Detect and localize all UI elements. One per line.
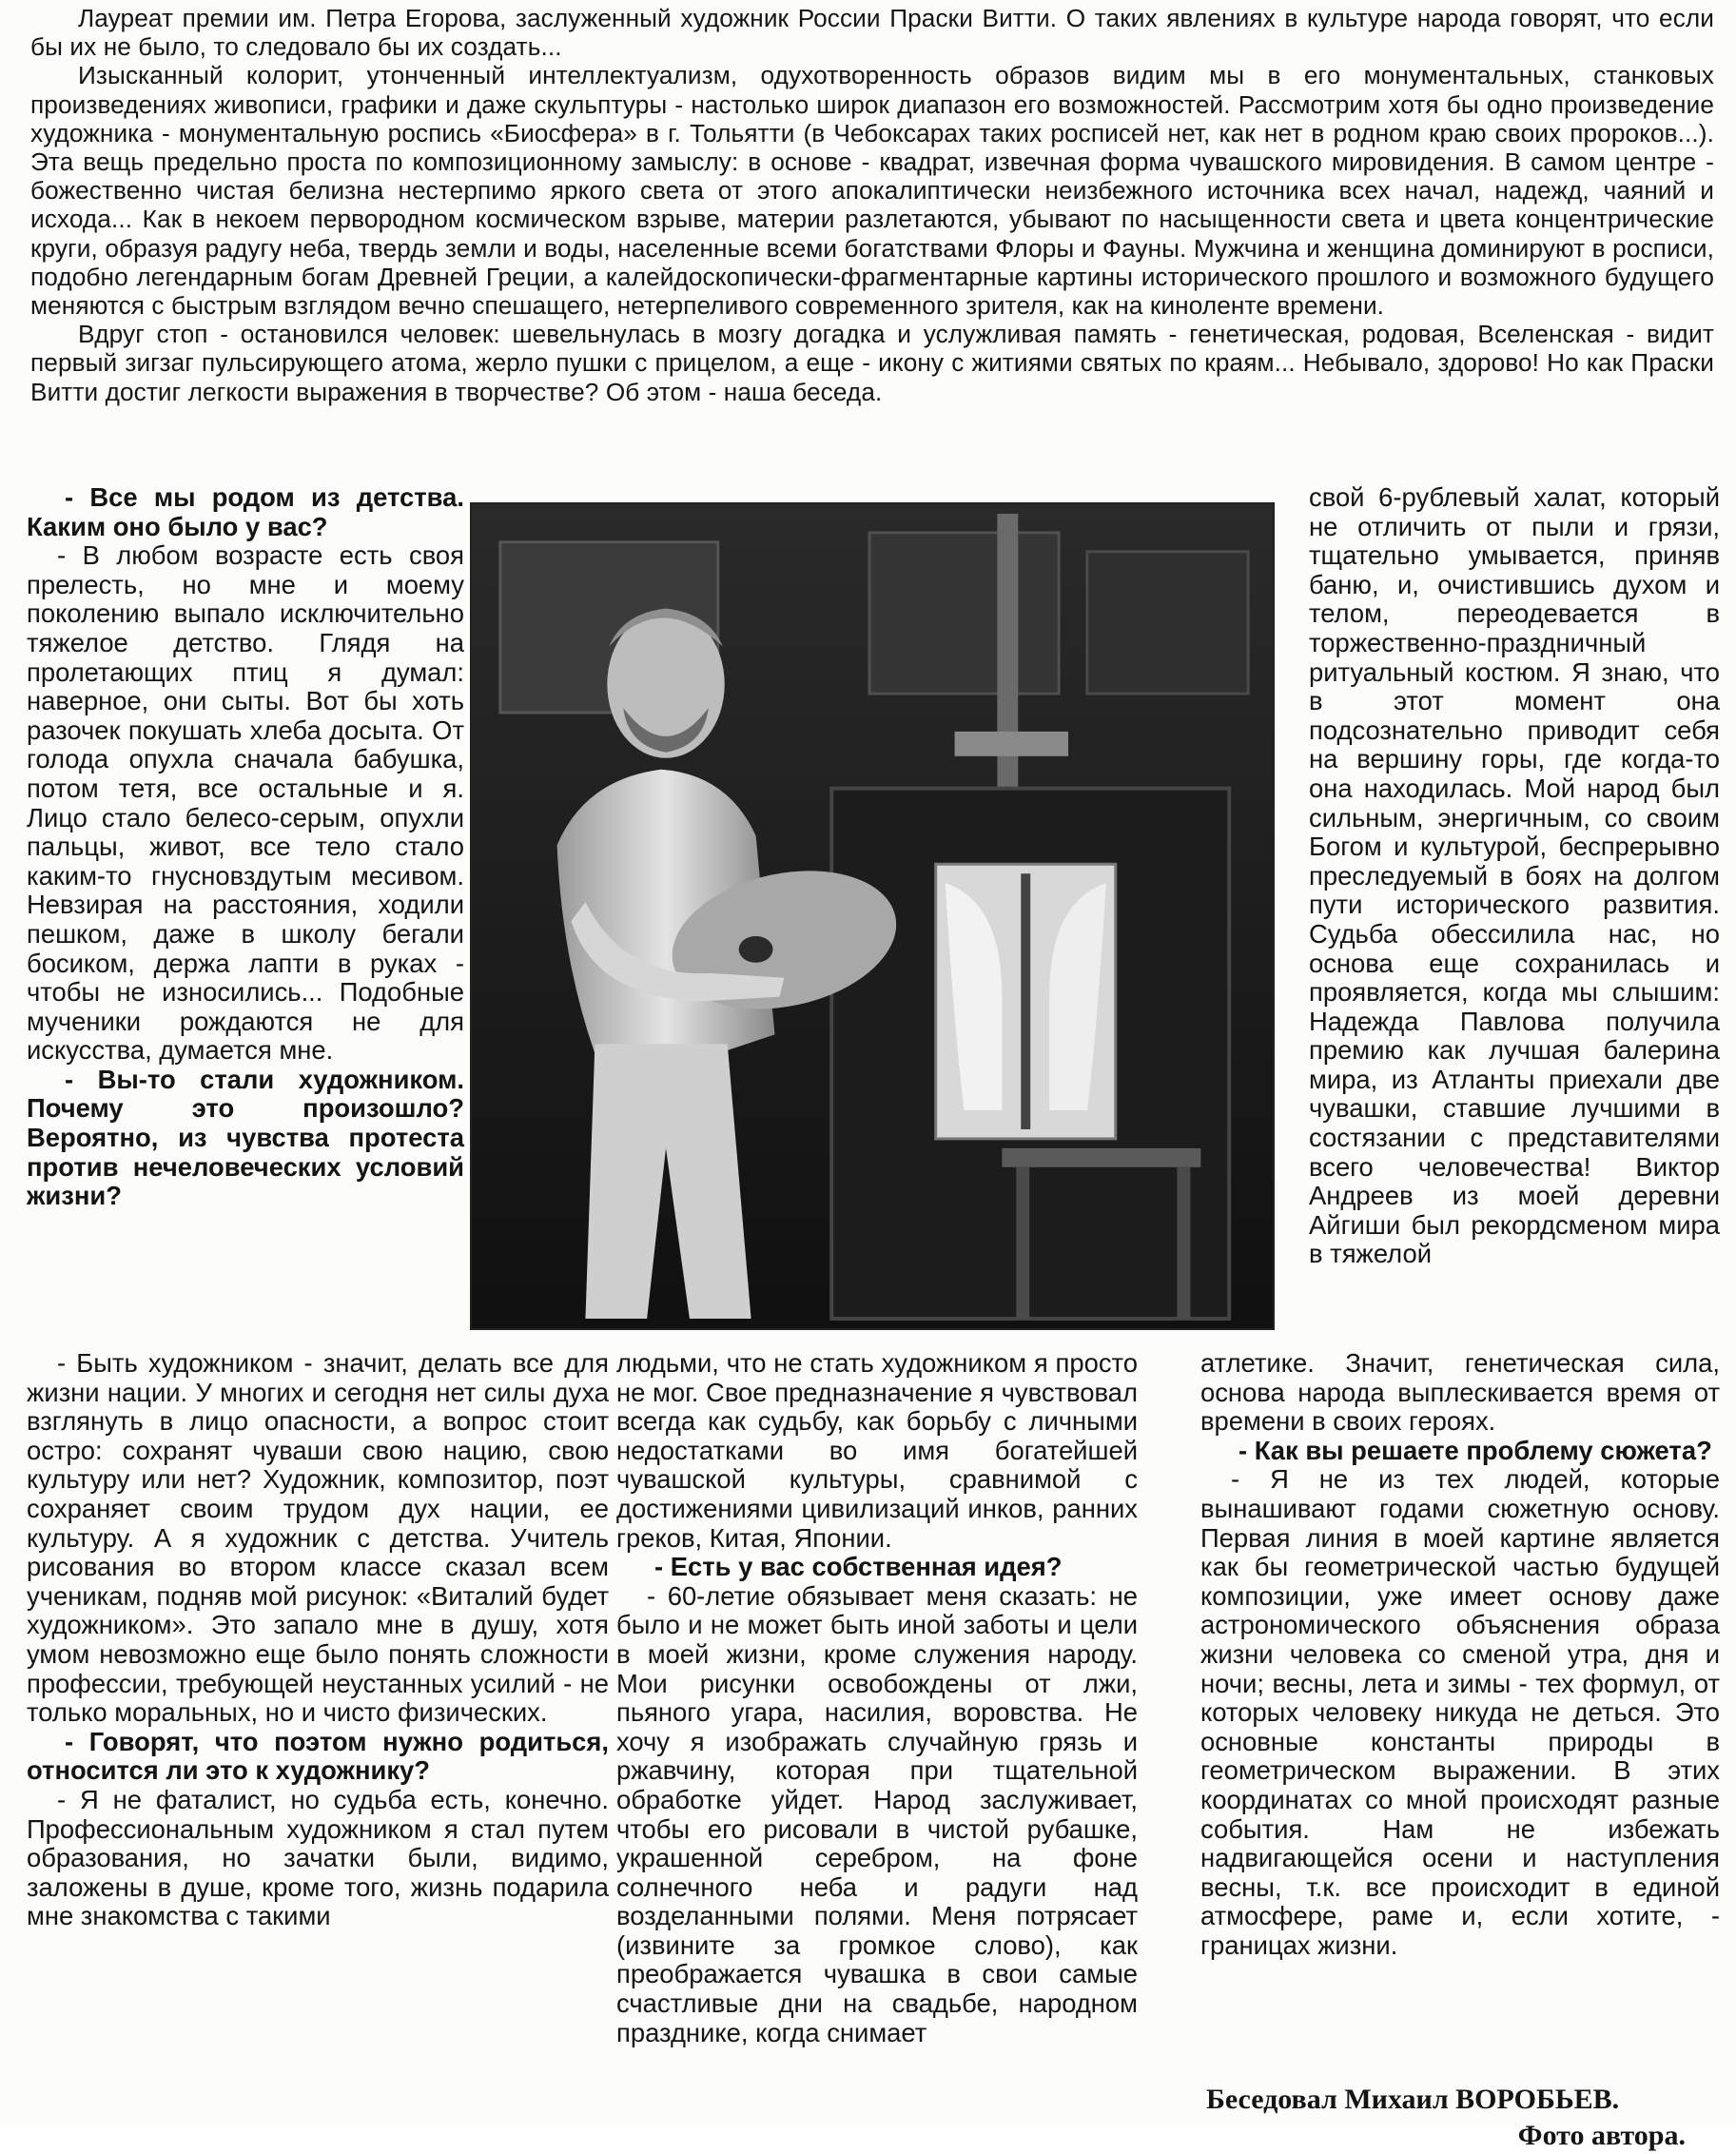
interview-question: - Вы-то стали художником. Почему это произошло? Вероятно, из чувства протеста против нечеловеческих условий жизни? xyxy=(27,1064,464,1211)
artist-at-easel-image xyxy=(472,504,1273,1328)
interview-answer: - Я не фаталист, но судьба есть, конечно. Профессиональным художником я стал путем образования, но зачатки были, видимо, заложены в душе, кроме того, жизнь подарила мне знакомства с такими xyxy=(27,1784,609,1931)
column-right-bottom xyxy=(1200,1349,1720,1960)
interview-answer: - Быть художником - значит, делать все для жизни нации. У многих и сегодня нет силы духа взглянуть в лицо опасности, а вопрос стоит остро: сохранят чуваши свою нацию, свою культуру или нет? Художник, композитор, поэт сохраняет своим трудом дух нации, ее культуру. А я художник с детства. Учитель рисования во втором классе сказал всем ученикам, подняв мой рисунок: «Виталий будет художником». Это запало мне в душу, хотя умом невозможно еще было понять сложности профессии, требующей неустанных усилий - не только моральных, но и чисто физических. xyxy=(27,1348,609,1728)
artist-photo xyxy=(470,502,1275,1330)
article-intro xyxy=(30,4,1714,406)
interview-answer: - Я не из тех людей, которые вынашивают годами сюжетную основу. Первая линия в моей картине является как бы геометрической частью будущей композиции, уже имеет основу даже астрономического объяснения образа жизни человека со сменой утра, дня и ночи; весны, лета и зимы - тех формул, от которых человеку никуда не деться. Это основные константы природы в геометрическом выражении. В этих координатах со мной происходят разные события. Нам не избежать надвигающейся осени и наступления весны, т.к. все происходит в единой атмосфере, раме и, если хотите, - границах жизни. xyxy=(1200,1464,1720,1960)
interview-question: - Говорят, что поэтом нужно родиться, относится ли это к художнику? xyxy=(27,1726,609,1786)
intro-lead-paragraph: Лауреат премии им. Петра Егорова, заслуженный художник России Праски Витти. О таких явлениях в культуре народа говорят, что если бы их не было, то следовало бы их создать... xyxy=(30,4,1714,62)
interview-question: - Все мы родом из детства. Каким оно было у вас? xyxy=(27,482,464,541)
intro-question-paragraph: Вдруг стоп - остановился человек: шевельнулась в мозгу догадка и услужливая память - генетическая, родовая, Вселенская - видит первый зигзаг пульсирующего атома, жерло пушки с прицелом, а еще - икону с житиями святых по краям... Небывало, здорово! Но как Праски Витти достиг легкости выражения в творчестве? Об этом - наша беседа. xyxy=(30,320,1714,406)
article-signature xyxy=(1206,2082,1720,2154)
interview-answer-continued: атлетике. Значит, генетическая сила, основа народа выплескивается время от времени в своих героях. xyxy=(1200,1348,1720,1437)
interview-answer-continued: людьми, что не стать художником я просто не мог. Свое предназначение я чувствовал всегда как судьбу, как борьбу с личными недостатками во имя богатейшей чувашской культуры, сравнимой с достижениями цивилизаций инков, ранних греков, Китая, Японии. xyxy=(616,1348,1138,1553)
photo-credit: Фото автора. xyxy=(1517,2120,1686,2151)
column-right xyxy=(1309,483,1720,1269)
interviewer-credit: Беседовал Михаил ВОРОБЬЕВ. xyxy=(1206,2084,1620,2115)
interview-question: - Как вы решаете проблему сюжета? xyxy=(1239,1435,1712,1465)
column-left xyxy=(27,483,464,1211)
column-left-bottom xyxy=(27,1349,609,1931)
interview-answer: - В любом возрасте есть своя прелесть, но мне и моему поколению выпало исключительно тяжелое детство. Глядя на пролетающих птиц я думал: наверное, они сыты. Вот бы хоть разочек покушать хлеба досыта. От голода опухла сначала бабушка, потом тетя, все остальные и я. Лицо стало белесо-серым, опухли пальцы, живот, все тело стало каким-то гнусновздутым месивом. Невзирая на расстояния, ходили пешком, даже в школу бегали босиком, держа лапти в руках - чтобы не износились... Подобные мученики рождаются не для искусства, думается мне. xyxy=(27,540,464,1066)
intro-description-paragraph: Изысканный колорит, утонченный интеллектуализм, одухотворенность образов видим мы в его монументальных, станковых произведениях живописи, графики и даже скульптуры - настолько широк диапазон его возможностей. Рассмотрим хотя бы одно произведение художника - монументальную роспись «Биосфера» в г. Тольятти (в Чебоксарах таких росписей нет, как нет в родном краю своих пророков...). Эта вещь предельно проста по композиционному замыслу: в основе - квадрат, извечная форма чувашского мировидения. В самом центре - божественно чистая белизна нестерпимо яркого света от этого апокалиптически неизбежного источника всех начал, надежд, чаяний и исхода... Как в некоем первородном космическом взрыве, материи разлетаются, убывают по насыщенности света и цвета концентрические круги, образуя радугу неба, твердь земли и воды, населенные всеми богатствами Флоры и Фауны. Мужчина и женщина доминируют в росписи, подобно легендарным богам Древней Греции, а калейдоскопически-фрагментарные картины исторического прошлого и возможного будущего меняются с быстрым взглядом вечно спешащего, нетерпеливого современного зрителя, как на киноленте времени. xyxy=(30,61,1714,321)
interview-answer: - 60-летие обязывает меня сказать: не было и не может быть иной заботы и цели в моей жизни, кроме служения народу. Мои рисунки освобождены от лжи, пьяного угара, насилия, воровства. Не хочу я изображать случайную грязь и ржавчину, которая при тщательной обработке уйдет. Народ заслуживает, чтобы его рисовали в чистой рубашке, украшенной серебром, на фоне солнечного неба и радуги над возделанными полями. Меня потрясает (извините за громкое слово), как преображается чувашка в свои самые счастливые дни на свадьбе, народном празднике, когда снимает xyxy=(616,1580,1138,2047)
interview-answer-continued: свой 6-рублевый халат, который не отличить от пыли и грязи, тщательно умывается, приняв баню, и, очистившись духом и телом, переодевается в торжественно-праздничный ритуальный костюм. Я знаю, что в этот момент она подсознательно приводит себя на вершину горы, где когда-то она находилась. Мой народ был сильным, энергичным, со своим Богом и культурой, беспрерывно преследуемый в боях на долгом пути исторического развития. Судьба обессилила нас, но основа еще сохранилась и проявляется, когда мы слышим: Надежда Павлова получила премию как лучшая балерина мира, из Атланты приехали две чувашки, ставшие лучшими в состязании с представителями всего человечества! Виктор Андреев из моей деревни Айгиши был рекордсменом мира в тяжелой xyxy=(1309,482,1720,1269)
column-middle xyxy=(616,1349,1138,2047)
interview-question: - Есть у вас собственная идея? xyxy=(654,1552,1063,1582)
